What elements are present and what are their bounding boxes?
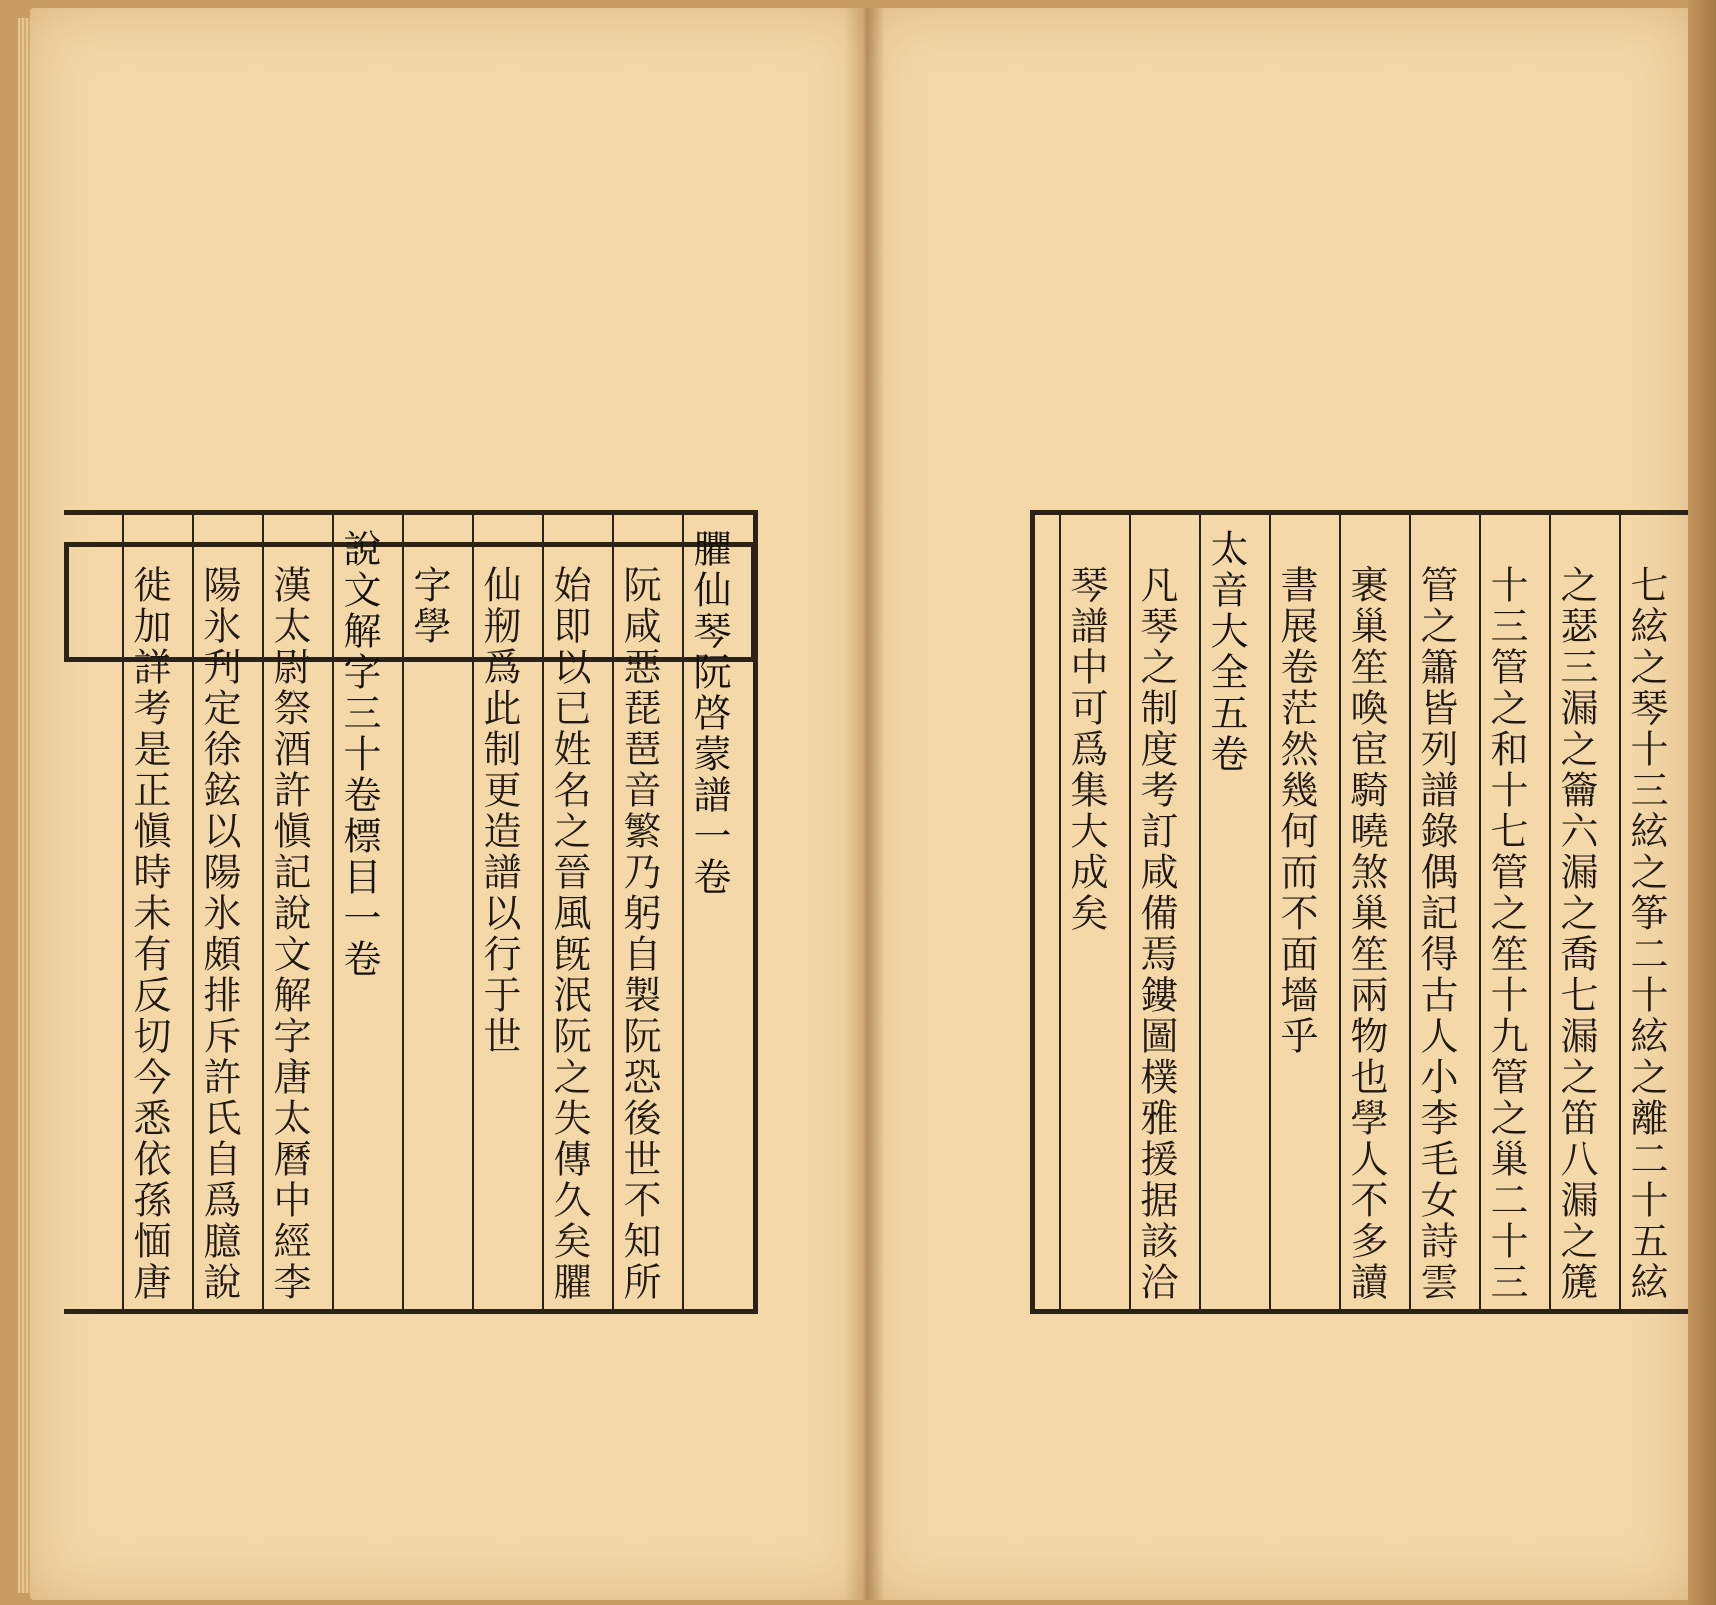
left-text-column: 始即以已姓名之晉風旣泯阮之失傳久矣臞 [547,565,591,1303]
left-text-column: 徙加詳考是正愼時未有反切今悉依孫愐唐 [127,565,171,1303]
left-text-column: 臞仙琴阮啓蒙譜一卷 [687,529,731,898]
right-printed-block [1030,510,1688,1314]
column-rule [402,515,404,1309]
right-text-column: 十三管之和十七管之笙十九管之巢二十三 [1484,565,1528,1303]
left-printed-block [64,510,758,1314]
column-rule [1129,515,1131,1309]
column-rule [1059,515,1061,1309]
column-rule [332,515,334,1309]
right-text-column: 凡琴之制度考訂咸備焉鏤圖樸雅援据該洽 [1134,565,1178,1303]
left-text-column: 阮咸惡琵琶音繁乃躬自製阮恐後世不知所 [617,565,661,1303]
column-rule [472,515,474,1309]
column-rule [1199,515,1201,1309]
column-rule [1339,515,1341,1309]
left-text-column: 字學 [407,565,451,647]
column-rule [1549,515,1551,1309]
column-rule [1269,515,1271,1309]
left-text-column: 仙剏爲此制更造譜以行于世 [477,565,521,1057]
right-text-column: 管之簫皆列譜錄偶記得古人小李毛女詩雲 [1414,565,1458,1303]
right-text-column: 之瑟三漏之籥六漏之喬七漏之笛八漏之篪 [1554,565,1598,1303]
column-rule [1479,515,1481,1309]
left-text-column: 漢太尉祭酒許愼記說文解字唐太曆中經李 [267,565,311,1303]
column-rule [1619,515,1621,1309]
left-text-column: 陽氷刋定徐鉉以陽氷頗排斥許氏自爲臆說 [197,565,241,1303]
right-text-column: 太音大全五卷 [1204,529,1248,775]
right-text-column: 書展卷茫然幾何而不面墻乎 [1274,565,1318,1057]
column-rule [612,515,614,1309]
column-rule [542,515,544,1309]
right-text-column: 裹巢笙喚宦騎曉煞巢笙兩物也學人不多讀 [1344,565,1388,1303]
right-text-column: 琴譜中可爲集大成矣 [1064,565,1108,934]
column-rule [192,515,194,1309]
column-rule [262,515,264,1309]
column-rule [122,515,124,1309]
left-text-column: 說文解字三十卷標目一卷 [337,529,381,980]
column-rule [1409,515,1411,1309]
right-text-column: 七絃之琴十三絃之筝二十絃之離二十五絃 [1624,565,1668,1303]
column-rule [682,515,684,1309]
